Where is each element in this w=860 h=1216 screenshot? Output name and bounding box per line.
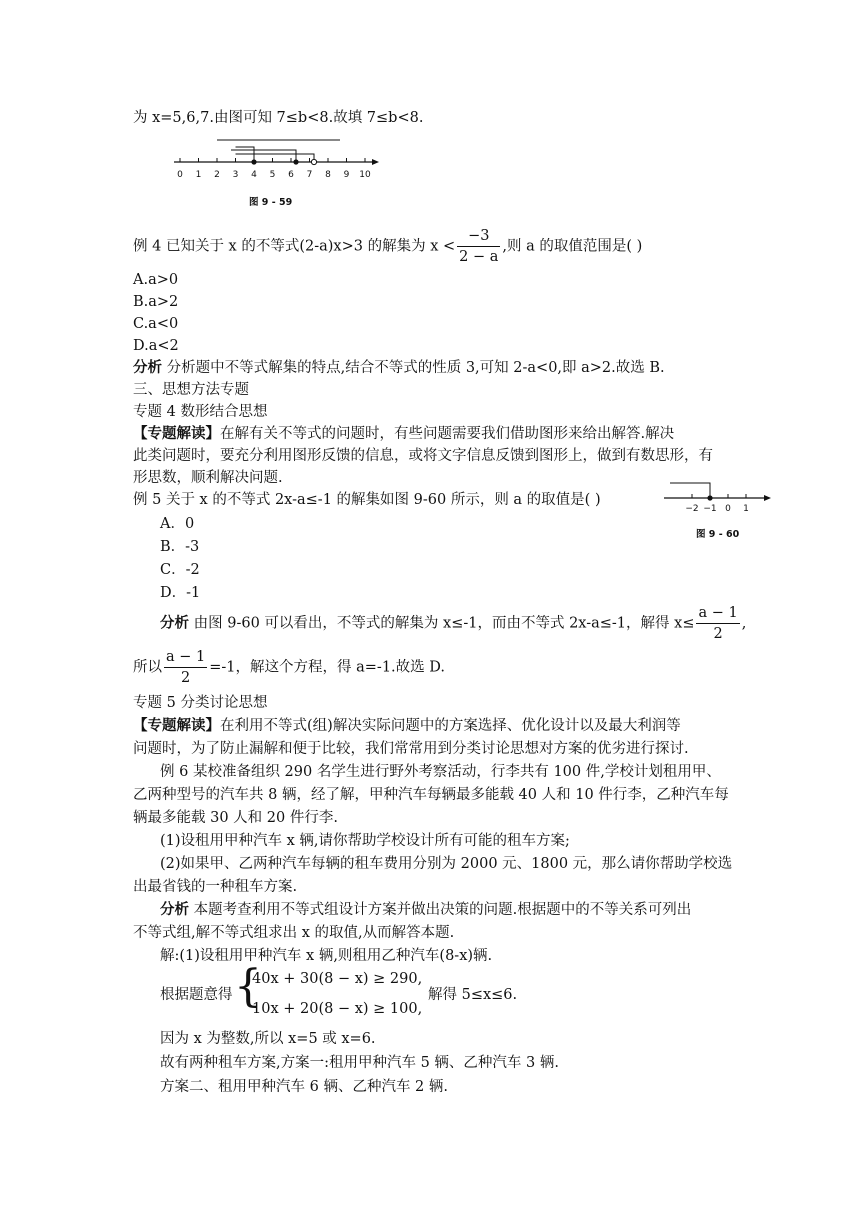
text-line: 乙两种型号的汽车共 8 辆，经了解，甲种汽车每辆最多能载 40 人和 10 件行李，乙种汽车每 [133, 787, 729, 803]
text-line: 方案二、租用甲种汽车 6 辆、乙种汽车 2 辆. [160, 1079, 448, 1095]
text-line: 解得 5≤x≤6. [428, 987, 518, 1003]
text-line: 故有两种租车方案,方案一:租用甲种汽车 5 辆、乙种汽车 3 辆. [160, 1055, 559, 1071]
text-line: (1)设租用甲种汽车 x 辆,请你帮助学校设计所有可能的租车方案; [160, 833, 570, 849]
tick-label: 0 [177, 170, 183, 180]
fraction: $\frac{a - 1}{2}$ [698, 605, 738, 642]
tick-label: 6 [288, 170, 294, 180]
tick-label: 7 [306, 170, 313, 180]
option: C．-2 [160, 562, 200, 578]
brace: { [234, 961, 262, 1012]
option: D.a<2 [133, 338, 179, 354]
section-heading: 三、思想方法专题 [133, 382, 249, 398]
text-line: 因为 x 为整数,所以 x=5 或 x=6. [160, 1031, 376, 1047]
text-line: 辆最多能载 30 人和 20 件行李. [133, 810, 338, 826]
figure-caption: 图 9 - 59 [249, 197, 293, 208]
number-line-figure-9-60 [662, 478, 772, 518]
tick-label: 0 [725, 504, 731, 514]
text-line: 出最省钱的一种租车方案. [133, 879, 298, 895]
text-line: 此类问题时，要充分利用图形反馈的信息，或将文字信息反馈到图形上，做到有数思形，有 [133, 448, 713, 464]
text-line: 【专题解读】在解有关不等式的问题时，有些问题需要我们借助图形来给出解答.解决 [133, 426, 675, 442]
analysis-line: 分析 分析题中不等式解集的特点,结合不等式的性质 3,可知 2-a<0,即 a>2.故选 B. [133, 360, 665, 376]
tick-label: 1 [743, 504, 749, 514]
tick-label: 5 [269, 170, 276, 180]
example-5-question: 例 5 关于 x 的不等式 2x-a≤-1 的解集如图 9-60 所示，则 a 的取值是( ) [133, 492, 601, 508]
tick-label: 4 [251, 170, 257, 180]
tick-label: 3 [232, 170, 239, 180]
text-line: 解:(1)设租用甲种汽车 x 辆,则租用乙种汽车(8-x)辆. [160, 948, 493, 964]
option: B．-3 [160, 539, 200, 555]
tick-label: 9 [343, 170, 350, 180]
topic-heading: 专题 4 数形结合思想 [133, 404, 268, 420]
text-line: 【专题解读】在利用不等式(组)解决实际问题中的方案选择、优化设计以及最大利润等 [133, 718, 681, 734]
topic-heading: 专题 5 分类讨论思想 [133, 695, 268, 711]
text-line: 为 x=5,6,7.由图可知 7≤b<8.故填 7≤b<8. [133, 110, 424, 126]
option: C.a<0 [133, 316, 179, 332]
text-line: 形思数，顺利解决问题. [133, 470, 283, 486]
analysis-line: 分析 本题考查利用不等式组设计方案并做出决策的问题.根据题中的不等关系可列出 [160, 902, 692, 918]
equation-line: 40x + 30(8 − x) ≥ 290, [252, 971, 423, 987]
analysis-line: 分析 由图 9-60 可以看出，不等式的解集为 x≤-1，而由不等式 2x-a≤-1，解得 x≤ $\frac{a - 1}{2}$ , [160, 605, 747, 642]
text-line: 所以 $\frac{a - 1}{2}$ =-1，解这个方程，得 a=-1.故选 D. [133, 649, 445, 686]
tick-label: −2 [685, 504, 699, 514]
option: B.a>2 [133, 294, 179, 310]
number-line-figure-9-59 [168, 135, 380, 185]
tick-label: 10 [359, 170, 371, 180]
tick-label: 8 [325, 170, 331, 180]
equation-line: 10x + 20(8 − x) ≥ 100, [252, 1001, 423, 1017]
text-line: 不等式组,解不等式组求出 x 的取值,从而解答本题. [133, 925, 455, 941]
tick-label: −1 [703, 504, 717, 514]
text-line: 问题时，为了防止漏解和便于比较，我们常常用到分类讨论思想对方案的优劣进行探讨. [133, 741, 689, 757]
fraction: $\frac{a - 1}{2}$ [166, 649, 206, 686]
example-6-question: 例 6 某校准备组织 290 名学生进行野外考察活动，行李共有 100 件,学校计划租用甲、 [160, 764, 721, 780]
option: D．-1 [160, 585, 201, 601]
fraction: $\frac{-3}{2 - a}$ [459, 228, 499, 265]
text-line: (2)如果甲、乙两种汽车每辆的租车费用分别为 2000 元、1800 元，那么请你帮助学校选 [160, 856, 733, 872]
tick-label: 1 [195, 170, 202, 180]
option: A.a>0 [133, 272, 179, 288]
tick-label: 2 [214, 170, 220, 180]
option: A．0 [160, 516, 195, 532]
figure-caption: 图 9 - 60 [696, 529, 740, 540]
text-line: 根据题意得 [160, 987, 233, 1003]
example-4-question: 例 4 已知关于 x 的不等式(2-a)x>3 的解集为 x < $\frac{-3}{2 - a}$ ,则 a 的取值范围是( ) [133, 228, 643, 265]
